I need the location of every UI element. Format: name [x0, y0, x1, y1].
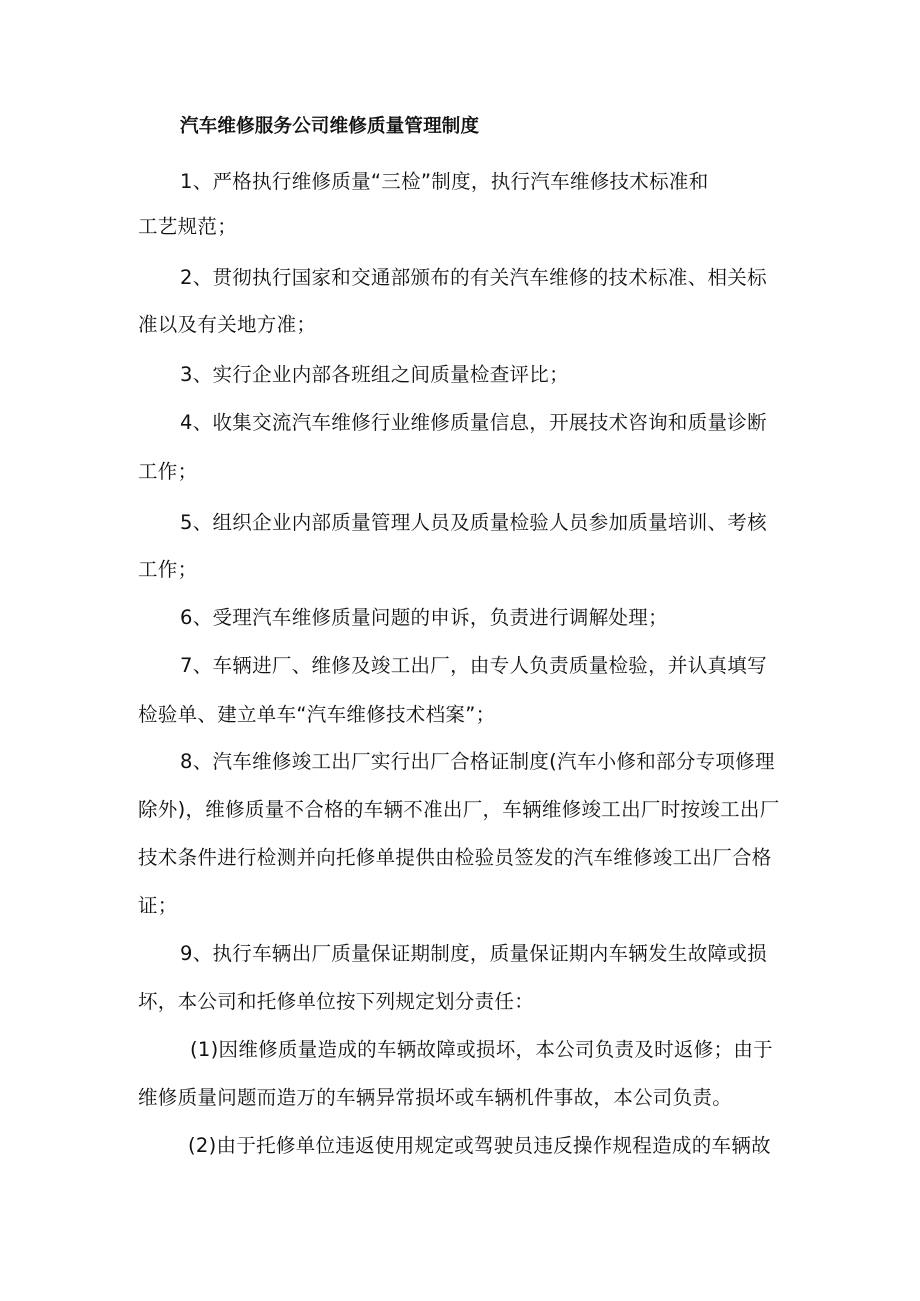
paragraph-line: 2、贯彻执行国家和交通部颁布的有关汽车维修的技术标准、相关标 — [180, 266, 767, 289]
paragraph-line: 工作； — [138, 460, 198, 483]
document-title: 汽车维修服务公司维修质量管理制度 — [180, 116, 480, 137]
paragraph-line: 5、组织企业内部质量管理人员及质量检验人员参加质量培训、考核 — [180, 511, 767, 534]
paragraph-line: 9、执行车辆出厂质量保证期制度，质量保证期内车辆发生故障或损 — [180, 942, 767, 965]
paragraph-line: 技术条件进行检测并向托修单提供由检验员签发的汽车维修竣工出厂合格 — [138, 846, 772, 869]
paragraph-line: 工艺规范； — [138, 215, 238, 238]
paragraph-line: 坏，本公司和托修单位按下列规定划分责任： — [138, 990, 535, 1013]
paragraph-line: 1、严格执行维修质量“三检”制度，执行汽车维修技术标准和 — [180, 170, 709, 193]
paragraph-line: 准以及有关地方准； — [138, 313, 317, 336]
paragraph-line: 除外)，维修质量不合格的车辆不准出厂，车辆维修竣工出厂时按竣工出厂 — [138, 798, 780, 821]
subclause-line: (1)因维修质量造成的车辆故障或损坏，本公司负责及时返修；由于 — [190, 1038, 773, 1061]
paragraph-line: 检验单、建立单车“汽车维修技术档案”； — [138, 703, 496, 726]
paragraph-line: 8、汽车维修竣工出厂实行出厂合格证制度(汽车小修和部分专项修理 — [180, 750, 775, 773]
paragraph-line: 6、受理汽车维修质量问题的申诉，负责进行调解处理； — [180, 606, 668, 629]
subclause-line: 维修质量问题而造万的车辆异常损坏或车辆机件事故，本公司负责。 — [138, 1086, 733, 1109]
paragraph-line: 4、收集交流汽车维修行业维修质量信息，开展技术咨询和质量诊断 — [180, 411, 767, 434]
paragraph-line: 3、实行企业内部各班组之间质量检查评比； — [180, 363, 569, 386]
paragraph-line: 证； — [138, 894, 178, 917]
paragraph-line: 工作； — [138, 558, 198, 581]
subclause-line: (2)由于托修单位违返使用规定或驾驶员违反操作规程造成的车辆故 — [188, 1134, 771, 1157]
paragraph-line: 7、车辆进厂、维修及竣工出厂，由专人负责质量检验，并认真填写 — [180, 654, 767, 677]
